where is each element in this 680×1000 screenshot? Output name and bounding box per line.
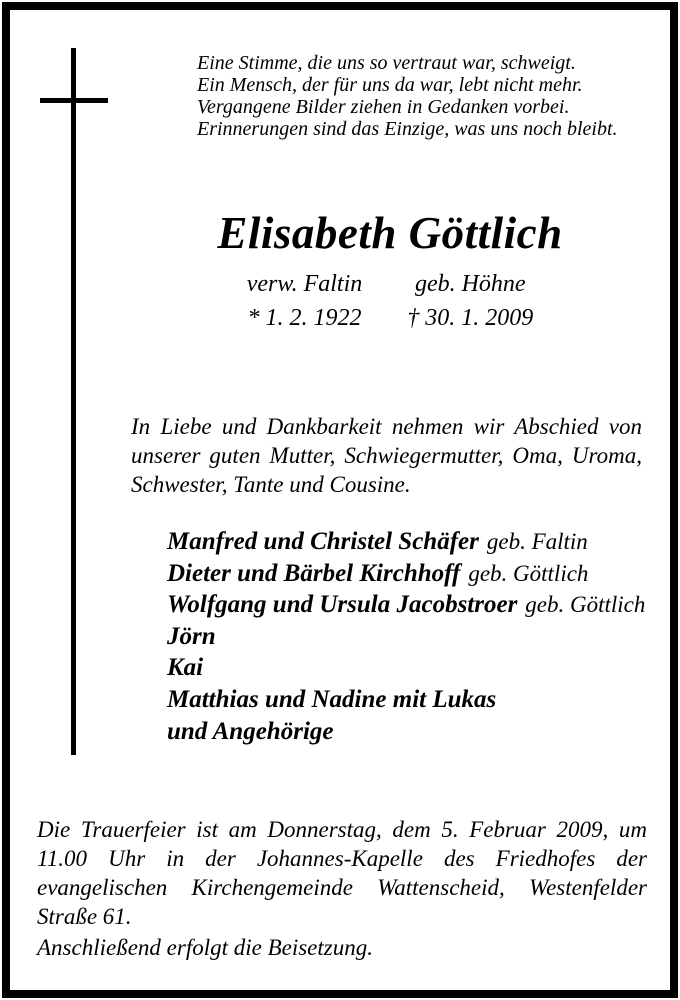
poem-line: Vergangene Bilder ziehen in Gedanken vorbei. [197,96,570,118]
mourner-row [167,526,667,558]
mourner-maiden-name: geb. Faltin [486,529,588,554]
farewell-line: Schwester, Tante und Cousine. [131,472,411,497]
mourner-name: Jörn [167,622,216,650]
cross-icon-vertical-bar [71,48,76,755]
mourner-row [167,652,667,684]
mourner-name: Manfred und Christel Schäfer [167,528,479,555]
vitals-block [110,267,670,335]
mourner-name: Kai [167,654,204,682]
mourner-row [167,621,667,653]
birth-date: * 1. 2. 1922 [247,305,362,331]
funeral-line: Straße 61. [37,904,132,929]
widowed-name: verw. Faltin [246,271,363,297]
mourner-row [167,716,667,748]
mourner-name: Dieter und Bärbel Kirchhoff [167,559,461,587]
mourner-maiden-name: geb. Göttlich [468,560,589,586]
deceased-name: Elisabeth Göttlich [217,208,563,258]
memorial-poem [197,52,647,140]
mourners-list [167,526,667,747]
mourner-row [167,558,667,590]
mourner-name: Matthias und Nadine mit Lukas [167,685,497,713]
mourner-name: Wolfgang und Ursula Jacobstroer [167,591,518,619]
funeral-line: 11.00 Uhr in der Johannes-Kapelle des Friedhofes der [37,846,647,871]
maiden-name: geb. Höhne [414,271,526,297]
mourner-maiden-name: geb. Göttlich [525,592,646,618]
mourner-row [167,684,667,716]
poem-line: Eine Stimme, die uns so vertraut war, schweigt. [197,52,576,74]
cross-icon-horizontal-bar [40,98,108,103]
funeral-details-paragraph [37,815,647,931]
closing-line: Anschließend erfolgt die Beisetzung. [37,935,373,960]
death-date: † 30. 1. 2009 [407,305,534,331]
funeral-line: evangelischen Kirchengemeinde Wattenscheid, Westenfelder [37,875,647,900]
poem-line: Ein Mensch, der für uns da war, lebt nicht mehr. [197,74,583,96]
poem-line: Erinnerungen sind das Einzige, was uns noch bleibt. [197,118,618,140]
farewell-paragraph [131,412,642,499]
farewell-line: In Liebe und Dankbarkeit nehmen wir Abschied von [131,414,642,439]
funeral-line: Die Trauerfeier ist am Donnerstag, dem 5. Februar 2009, um [37,817,647,842]
farewell-line: unserer guten Mutter, Schwiegermutter, Oma, Uroma, [131,443,642,468]
mourner-row [167,589,667,621]
mourner-name: und Angehörige [167,717,334,745]
